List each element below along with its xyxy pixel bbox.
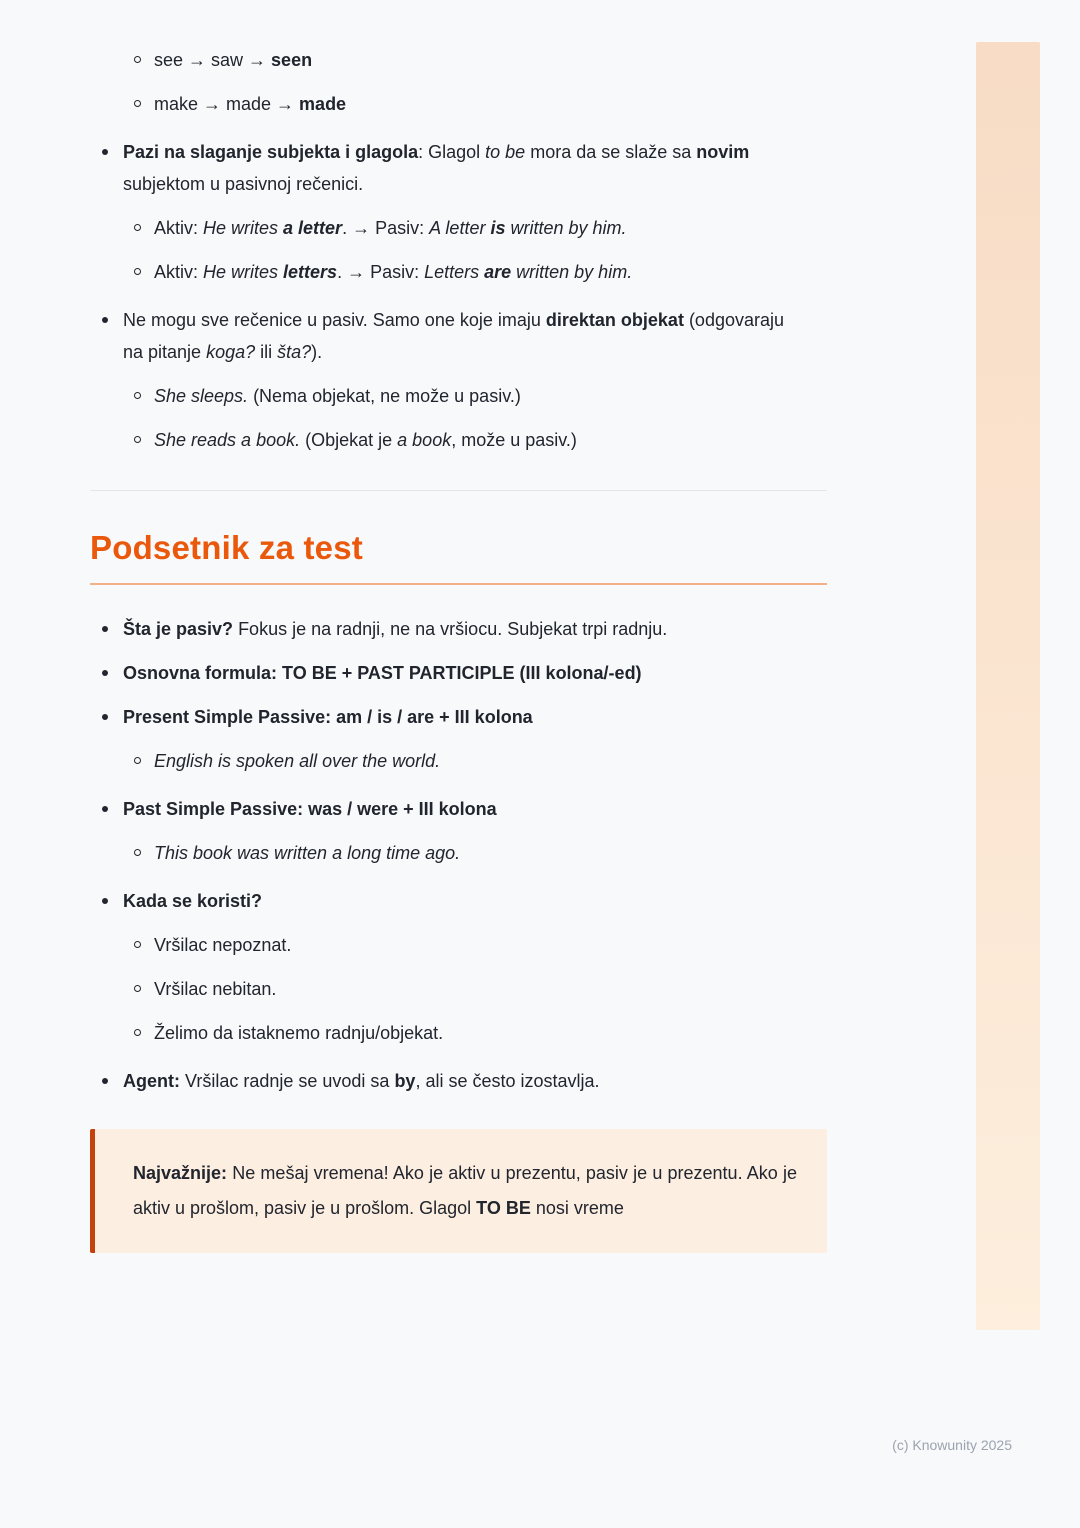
list-item-text: Agent: Vršilac radnje se uvodi sa by, ali se često izostavlja.: [123, 1071, 600, 1091]
list-item-level-2: [134, 973, 827, 1005]
bullet-hollow-icon: [134, 100, 141, 107]
list-item-level-1: [102, 304, 827, 368]
section-divider: [90, 490, 827, 491]
list-item-text: Osnovna formula: TO BE + PAST PARTICIPLE (III kolona/-ed): [123, 663, 642, 683]
list-item-level-1: [102, 885, 827, 917]
notes-list-top: [90, 44, 827, 456]
list-item-level-1: [102, 136, 827, 200]
content-column: [90, 44, 827, 1253]
bullet-filled-icon: [102, 626, 108, 632]
list-item-text: Aktiv: He writes a letter. → Pasiv: A letter is written by him.: [154, 218, 627, 238]
bullet-hollow-icon: [134, 268, 141, 275]
list-item-level-2: [134, 424, 827, 456]
bullet-hollow-icon: [134, 941, 141, 948]
decorative-side-stripe: [976, 42, 1040, 1330]
section-title: Podsetnik za test: [90, 529, 363, 566]
bullet-filled-icon: [102, 1078, 108, 1084]
notes-list-test-reminder: [90, 613, 827, 1097]
bullet-hollow-icon: [134, 224, 141, 231]
list-item-level-1: [102, 793, 827, 825]
list-item-level-2: [134, 44, 827, 76]
list-item-level-1: [102, 1065, 827, 1097]
list-item-text: This book was written a long time ago.: [154, 843, 461, 863]
list-item-level-2: [134, 256, 827, 288]
bullet-filled-icon: [102, 317, 108, 323]
list-item-text: English is spoken all over the world.: [154, 751, 441, 771]
list-item-text: Šta je pasiv? Fokus je na radnji, ne na vršiocu. Subjekat trpi radnju.: [123, 619, 668, 639]
list-item-level-2: [134, 88, 827, 120]
bullet-filled-icon: [102, 149, 108, 155]
list-item-level-1: [102, 657, 827, 689]
important-callout: [90, 1129, 827, 1253]
bullet-hollow-icon: [134, 1029, 141, 1036]
list-item-text: Past Simple Passive: was / were + III kolona: [123, 799, 497, 819]
bullet-hollow-icon: [134, 436, 141, 443]
list-item-text: make → made → made: [154, 94, 347, 114]
list-item-text: Present Simple Passive: am / is / are + III kolona: [123, 707, 533, 727]
list-item-level-2: [134, 1017, 827, 1049]
bullet-filled-icon: [102, 806, 108, 812]
list-item-text: Vršilac nebitan.: [154, 979, 277, 999]
list-item-text: Kada se koristi?: [123, 891, 263, 911]
bullet-filled-icon: [102, 714, 108, 720]
bullet-filled-icon: [102, 670, 108, 676]
bullet-filled-icon: [102, 898, 108, 904]
list-item-text: Aktiv: He writes letters. → Pasiv: Letters are written by him.: [154, 262, 633, 282]
callout-text: Najvažnije: Ne mešaj vremena! Ako je aktiv u prezentu, pasiv je u prezentu. Ako je aktiv u prošlom, pasiv je u prošlom. Glagol TO BE nosi vreme: [133, 1163, 797, 1218]
footer-credit: (c) Knowunity 2025: [892, 1437, 1012, 1453]
bullet-hollow-icon: [134, 849, 141, 856]
title-underline: [90, 583, 827, 585]
list-item-text: Ne mogu sve rečenice u pasiv. Samo one koje imaju direktan objekat (odgovaraju na pitanje koga? ili šta?).: [123, 310, 785, 362]
bullet-hollow-icon: [134, 392, 141, 399]
bullet-hollow-icon: [134, 757, 141, 764]
list-item-text: see → saw → seen: [154, 50, 313, 70]
list-item-text: Pazi na slaganje subjekta i glagola: Glagol to be mora da se slaže sa novim subjektom u pasivnoj rečenici.: [123, 142, 750, 194]
list-item-text: Vršilac nepoznat.: [154, 935, 292, 955]
list-item-level-2: [134, 929, 827, 961]
list-item-level-2: [134, 745, 827, 777]
list-item-level-1: [102, 701, 827, 733]
list-item-text: She sleeps. (Nema objekat, ne može u pasiv.): [154, 386, 521, 406]
list-item-level-2: [134, 380, 827, 412]
list-item-text: She reads a book. (Objekat je a book, može u pasiv.): [154, 430, 577, 450]
bullet-hollow-icon: [134, 985, 141, 992]
list-item-level-1: [102, 613, 827, 645]
list-item-text: Želimo da istaknemo radnju/objekat.: [154, 1023, 444, 1043]
bullet-hollow-icon: [134, 56, 141, 63]
list-item-level-2: [134, 212, 827, 244]
list-item-level-2: [134, 837, 827, 869]
